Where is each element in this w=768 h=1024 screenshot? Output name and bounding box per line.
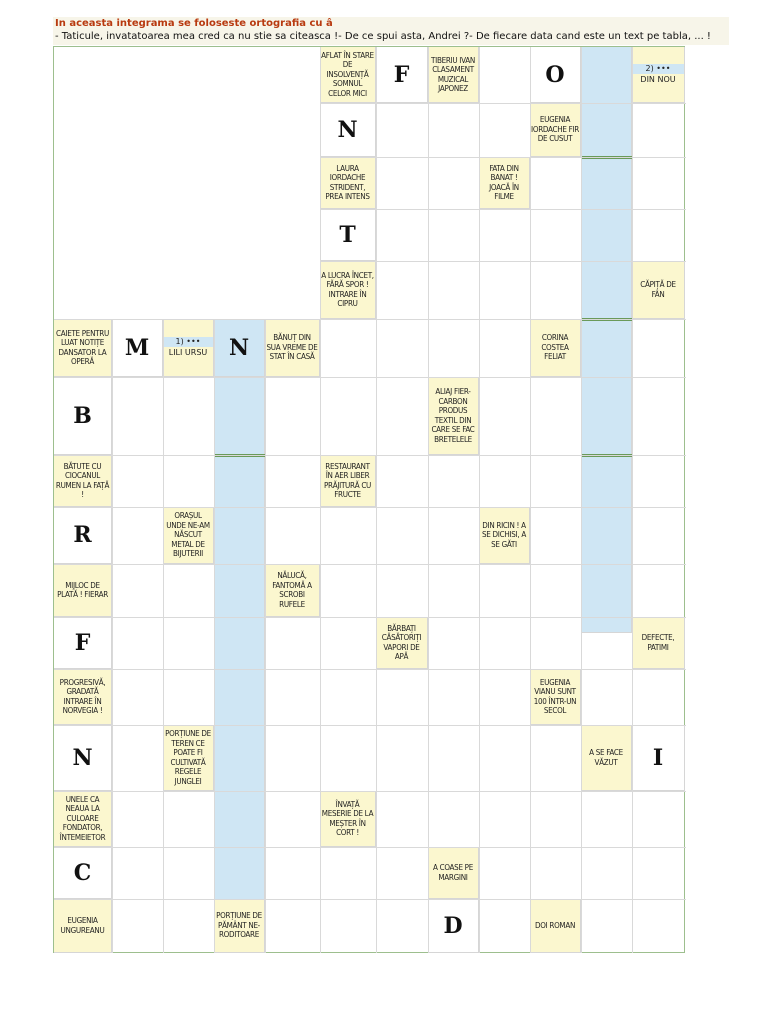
numbered-definition: 1) ••• LILI URSU [163,319,214,377]
given-letter: O [530,47,581,103]
definition-cell: CAIETE PENTRU LUAT NOTIȚE DANSATOR LA OPERĂ [54,319,112,377]
definition-cell: FATA DIN BANAT ! JOACĂ ÎN FILME [479,157,530,209]
header-bar [53,17,729,45]
given-letter: N [320,103,376,157]
given-letter: C [54,847,112,899]
definition-cell: DEFECTE, PATIMI [632,617,685,669]
given-letter: F [54,617,112,669]
definition-cell: EUGENIA VIANU SUNT 100 ÎNTR-UN SECOL [530,669,581,725]
definition-cell: BĂRBAȚI CĂSĂTORIȚI VAPORI DE APĂ [376,617,428,669]
definition-cell: EUGENIA UNGUREANU [54,899,112,953]
given-letter: N [214,319,265,377]
crossword-grid [53,46,685,953]
definition-cell: PORȚIUNE DE TEREN CE POATE FI CULTIVATĂ REGELE JUNGLEI [163,725,214,791]
definition-cell: A LUCRA ÎNCET, FĂRĂ SPOR ! INTRARE ÎN CIPRU [320,261,376,319]
definition-cell: EUGENIA IORDACHE FIR DE CUSUT [530,103,581,157]
definition-cell: DOI ROMAN [530,899,581,953]
definition-cell: CĂPIȚĂ DE FÂN [632,261,685,319]
definition-cell: MIJLOC DE PLATĂ ! FIERAR [54,564,112,617]
definition-cell: BĂNUȚ DIN SUA VREME DE STAT ÎN CASĂ [265,319,320,377]
definition-cell: PORȚIUNE DE PĂMÂNT NE-RODITOARE [214,899,265,953]
word-separator [581,156,632,159]
given-letter: F [376,47,428,103]
definition-cell: ALIAJ FIER-CARBON PRODUS TEXTIL DIN CARE SE FAC BRETELELE [428,377,479,455]
definition-cell: NĂLUCĂ, FANTOMĂ A SCROBI RUFELE [265,564,320,617]
given-letter: B [54,377,112,455]
word-separator [581,454,632,457]
puzzle-title: In aceasta integrama se foloseste ortografia cu â [55,18,333,29]
definition-cell: ORAȘUL UNDE NE-AM NĂSCUT METAL DE BIJUTERII [163,507,214,564]
given-letter: I [632,725,685,791]
definition-cell: PROGRESIVĂ, GRADATĂ INTRARE ÎN NORVEGIA ! [54,669,112,725]
word-separator [214,454,265,457]
definition-cell: TIBERIU IVAN CLASAMENT MUZICAL JAPONEZ [428,47,479,103]
given-letter: M [112,319,163,377]
given-letter: R [54,507,112,564]
definition-cell: AFLAT ÎN STARE DE INSOLVENȚĂ SOMNUL CELOR MICI [320,47,376,103]
definition-cell: LAURA IORDACHE STRIDENT, PREA INTENS [320,157,376,209]
definition-cell: ÎNVAȚĂ MESERIE DE LA MEȘTER ÎN CORT ! [320,791,376,847]
definition-cell: A SE FACE VĂZUT [581,725,632,791]
highlight-cell[interactable] [581,47,632,633]
word-separator [581,318,632,321]
definition-cell: BĂTUTE CU CIOCANUL RUMEN LA FAȚĂ ! [54,455,112,507]
definition-cell: A COASE PE MARGINI [428,847,479,899]
joke-text: - Taticule, invatatoarea mea cred ca nu stie sa citeasca !- De ce spui asta, Andrei ?- De fiecare data cand este un text pe tabla, ... ! [55,31,711,42]
definition-cell: CORINA COSTEA FELIAT [530,319,581,377]
given-letter: T [320,209,376,261]
highlight-cell[interactable] [214,319,265,953]
definition-cell: UNELE CA NEAUA LA CULOARE FONDATOR, ÎNTEMEIETOR [54,791,112,847]
given-letter: D [428,899,479,953]
definition-cell: DIN RICIN ! A SE DICHISI, A SE GĂTI [479,507,530,564]
numbered-definition: 2) ••• DIN NOU [632,47,685,103]
definition-cell: RESTAURANT ÎN AER LIBER PRĂJITURĂ CU FRUCTE [320,455,376,507]
given-letter: N [54,725,112,791]
